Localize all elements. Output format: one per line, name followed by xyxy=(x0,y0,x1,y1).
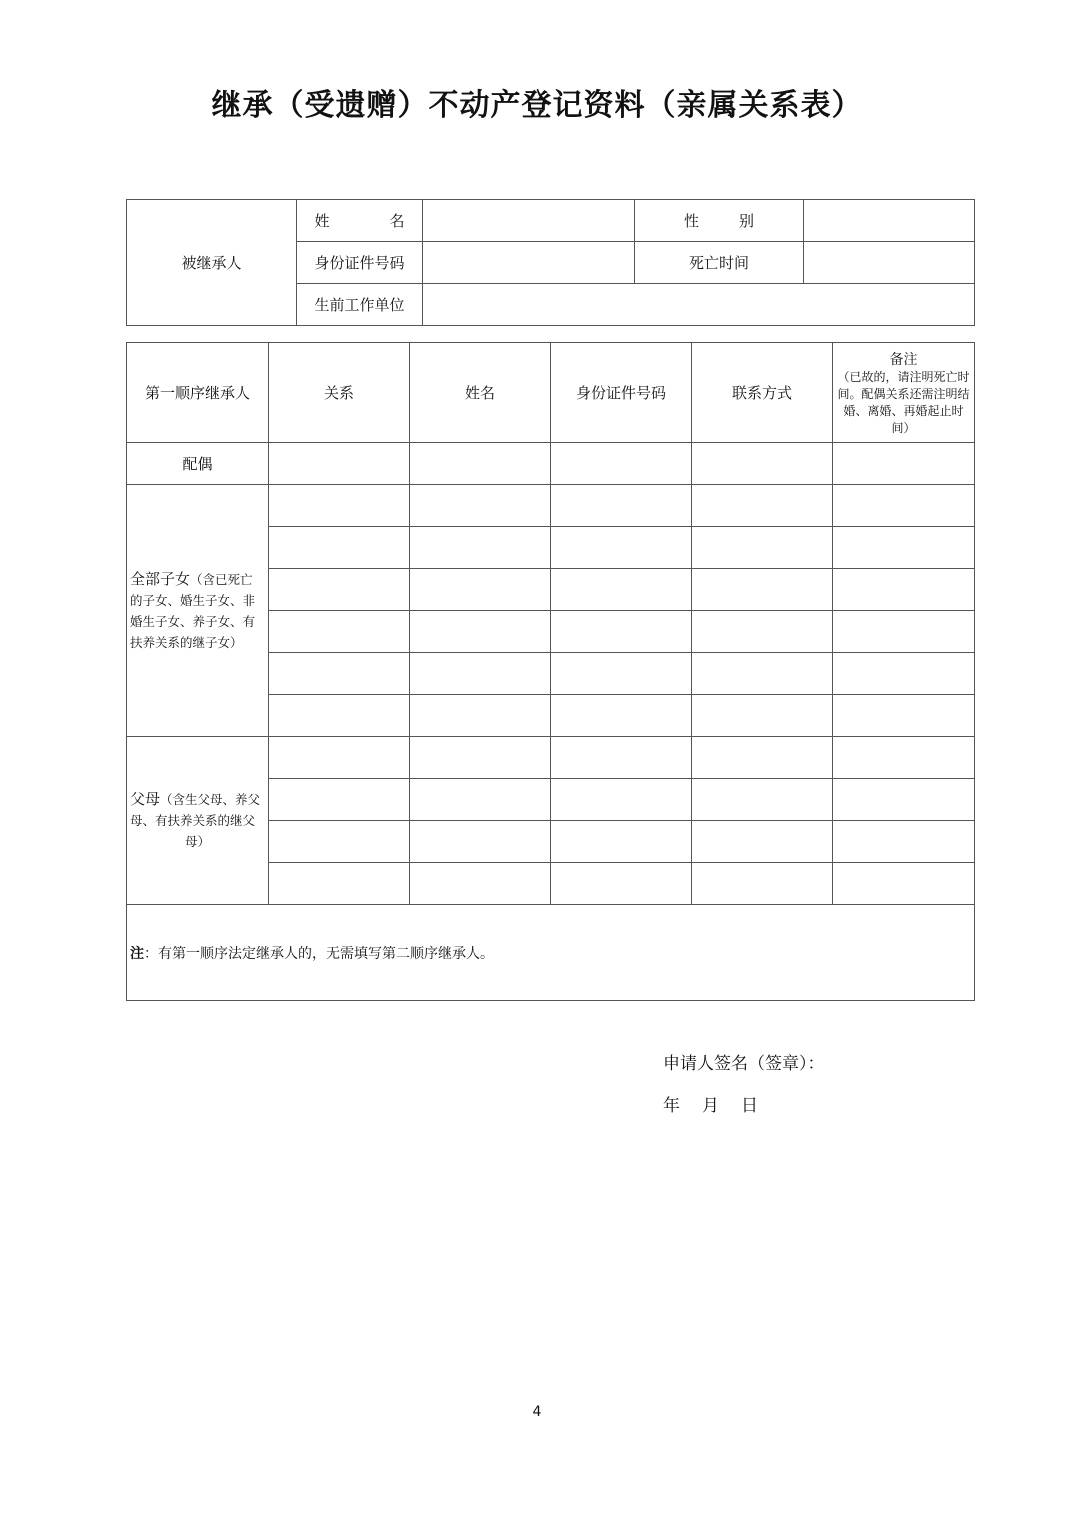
note-text: ：有第一顺序法定继承人的，无需填写第二顺序继承人。 xyxy=(144,945,494,962)
table-cell[interactable] xyxy=(551,527,692,569)
id-label: 身份证件号码 xyxy=(297,242,423,284)
table-cell[interactable] xyxy=(269,653,410,695)
table-cell[interactable] xyxy=(692,485,833,527)
table-cell[interactable] xyxy=(692,737,833,779)
workplace-label: 生前工作单位 xyxy=(297,284,423,326)
table-cell[interactable] xyxy=(692,821,833,863)
heirs-table xyxy=(126,342,975,1001)
date-month: 月 xyxy=(702,1096,719,1116)
signature-date xyxy=(663,1091,780,1116)
table-cell[interactable] xyxy=(410,821,551,863)
table-cell[interactable] xyxy=(410,611,551,653)
table-cell[interactable] xyxy=(551,569,692,611)
signature-label: 申请人签名（签章）： xyxy=(663,1054,825,1074)
table-cell[interactable] xyxy=(833,863,975,905)
table-cell[interactable] xyxy=(269,779,410,821)
parents-group-label: 父母（含生父母、养父母、有扶养关系的继父 母） xyxy=(127,737,269,905)
table-cell[interactable] xyxy=(551,779,692,821)
note-label: 注 xyxy=(130,945,144,962)
table-cell[interactable] xyxy=(692,695,833,737)
document-title: 继承（受遗赠）不动产登记资料（亲属关系表） xyxy=(211,88,863,123)
table-cell[interactable] xyxy=(692,527,833,569)
header-order: 第一顺序继承人 xyxy=(127,343,269,443)
table-cell[interactable] xyxy=(410,443,551,485)
table-cell[interactable] xyxy=(269,863,410,905)
header-remark xyxy=(833,343,975,443)
header-name: 姓名 xyxy=(410,343,551,443)
remark-title: 备注 xyxy=(889,351,918,368)
table-cell[interactable] xyxy=(551,611,692,653)
table-cell[interactable] xyxy=(269,611,410,653)
table-cell[interactable] xyxy=(692,443,833,485)
table-cell[interactable] xyxy=(551,485,692,527)
name-label: 姓 名 xyxy=(297,200,423,242)
remark-desc: （已故的，请注明死亡时间。配偶关系还需注明结婚、离婚、再婚起止时间） xyxy=(837,369,970,435)
death-time-field[interactable] xyxy=(804,242,975,284)
table-cell[interactable] xyxy=(692,653,833,695)
deceased-section-label: 被继承人 xyxy=(127,200,297,326)
table-cell[interactable] xyxy=(833,443,975,485)
table-cell[interactable] xyxy=(692,569,833,611)
table-cell[interactable] xyxy=(551,737,692,779)
spouse-row xyxy=(127,443,975,485)
table-cell[interactable] xyxy=(269,443,410,485)
table-cell[interactable] xyxy=(410,569,551,611)
table-cell[interactable] xyxy=(269,737,410,779)
header-relation: 关系 xyxy=(269,343,410,443)
table-cell[interactable] xyxy=(692,863,833,905)
name-field[interactable] xyxy=(423,200,635,242)
table-cell[interactable] xyxy=(833,527,975,569)
table-cell[interactable] xyxy=(269,821,410,863)
table-cell[interactable] xyxy=(410,527,551,569)
children-group-label: 全部子女（含已死亡的子女、婚生子女、非婚生子女、养子女、有扶养关系的继子女） xyxy=(127,485,269,737)
table-cell[interactable] xyxy=(551,821,692,863)
table-cell[interactable] xyxy=(410,737,551,779)
table-cell[interactable] xyxy=(833,695,975,737)
spouse-label: 配偶 xyxy=(127,443,269,485)
table-cell[interactable] xyxy=(551,653,692,695)
id-field[interactable] xyxy=(423,242,635,284)
table-cell[interactable] xyxy=(833,779,975,821)
table-note xyxy=(127,905,975,1001)
table-cell[interactable] xyxy=(833,653,975,695)
table-cell[interactable] xyxy=(410,653,551,695)
deceased-info-table xyxy=(126,199,975,326)
table-cell[interactable] xyxy=(692,611,833,653)
date-year: 年 xyxy=(663,1096,680,1116)
table-cell[interactable] xyxy=(692,779,833,821)
date-day: 日 xyxy=(741,1096,758,1116)
death-time-label: 死亡时间 xyxy=(635,242,804,284)
gender-label: 性 别 xyxy=(635,200,804,242)
workplace-field[interactable] xyxy=(423,284,975,326)
table-cell[interactable] xyxy=(833,485,975,527)
header-contact: 联系方式 xyxy=(692,343,833,443)
table-cell[interactable] xyxy=(833,737,975,779)
table-cell[interactable] xyxy=(551,443,692,485)
table-cell[interactable] xyxy=(269,485,410,527)
table-cell[interactable] xyxy=(410,779,551,821)
table-row xyxy=(127,737,975,779)
page-number: 4 xyxy=(532,1404,542,1420)
table-cell[interactable] xyxy=(269,527,410,569)
table-cell[interactable] xyxy=(410,863,551,905)
table-cell[interactable] xyxy=(833,821,975,863)
table-row xyxy=(127,485,975,527)
table-cell[interactable] xyxy=(269,695,410,737)
table-cell[interactable] xyxy=(833,569,975,611)
table-cell[interactable] xyxy=(551,695,692,737)
table-cell[interactable] xyxy=(410,695,551,737)
gender-field[interactable] xyxy=(804,200,975,242)
table-cell[interactable] xyxy=(833,611,975,653)
table-cell[interactable] xyxy=(269,569,410,611)
header-id: 身份证件号码 xyxy=(551,343,692,443)
table-cell[interactable] xyxy=(551,863,692,905)
table-cell[interactable] xyxy=(410,485,551,527)
